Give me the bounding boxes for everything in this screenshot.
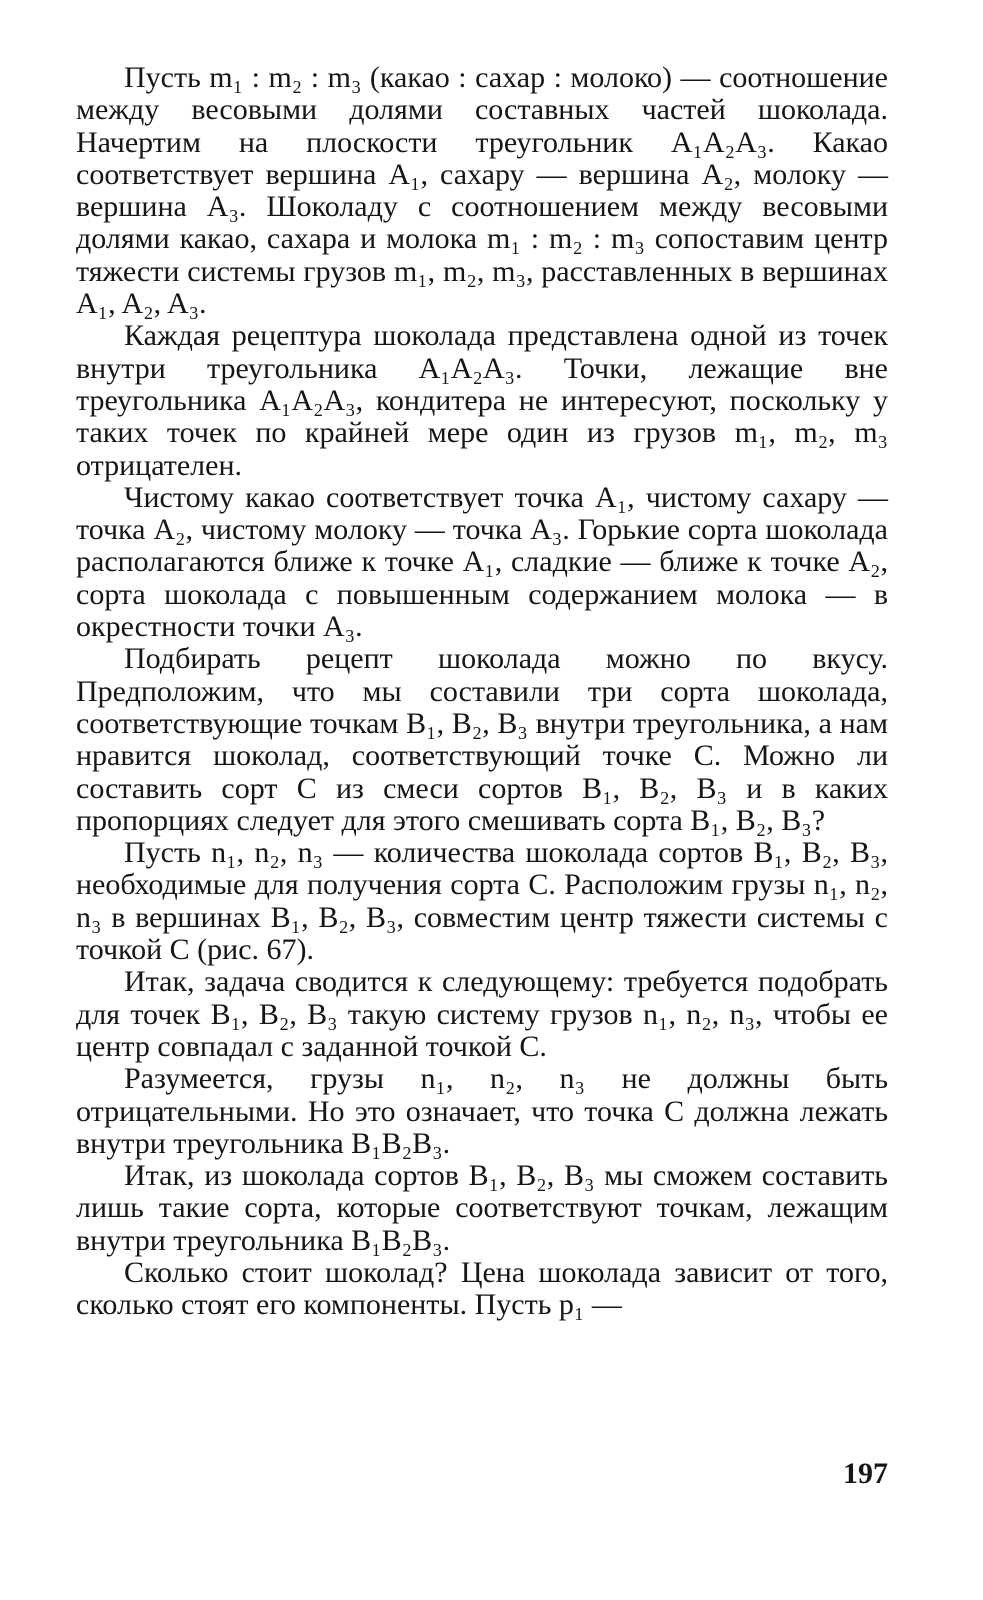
paragraph: Сколько стоит шоколад? Цена шоколада зависит от того, сколько стоят его компоненты. Пусть p₁ — bbox=[76, 1255, 888, 1322]
paragraph: Пусть m₁ : m₂ : m₃ (какао : сахар : молоко) — соотношение между весовыми долями составных частей шоколада. Начертим на плоскости треугольник A₁A₂A₃. Какао соответствует вершина A₁, сахару — вершина A₂, молоку — вершина A₃. Шоколаду с соотношением между весовыми долями какао, сахара и молока m₁ : m₂ : m₃ сопоставим центр тяжести системы грузов m₁, m₂, m₃, расставленных в вершинах A₁, A₂, A₃. bbox=[76, 61, 888, 321]
paragraph: Итак, задача сводится к следующему: требуется подобрать для точек B₁, B₂, B₃ такую систему грузов n₁, n₂, n₃, чтобы ее центр совпадал с заданной точкой C. bbox=[76, 965, 888, 1063]
page-number: 197 bbox=[843, 1457, 888, 1490]
paragraph: Чистому какао соответствует точка A₁, чистому сахару — точка A₂, чистому молоку — точка A₃. Горькие сорта шоколада располагаются ближе к точке A₁, сладкие — ближе к точке A₂, сорта шоколада с повышенным содержанием молока — в окрестности точки A₃. bbox=[76, 480, 888, 644]
paragraph: Пусть n₁, n₂, n₃ — количества шоколада сортов B₁, B₂, B₃, необходимые для получения сорта C. Расположим грузы n₁, n₂, n₃ в вершинах B₁, B₂, B₃, совместим центр тяжести системы с точкой C (рис. 67). bbox=[76, 836, 888, 967]
paragraph: Итак, из шоколада сортов B₁, B₂, B₃ мы сможем составить лишь такие сорта, которые соответствуют точкам, лежащим внутри треугольника B₁B₂B₃. bbox=[76, 1159, 888, 1257]
page-text bbox=[76, 62, 888, 1322]
paragraph: Разумеется, грузы n₁, n₂, n₃ не должны быть отрицательными. Но это означает, что точка C должна лежать внутри треугольника B₁B₂B₃. bbox=[76, 1062, 888, 1160]
paragraph: Каждая рецептура шоколада представлена одной из точек внутри треугольника A₁A₂A₃. Точки, лежащие вне треугольника A₁A₂A₃, кондитера не интересуют, поскольку у таких точек по крайней мере один из грузов m₁, m₂, m₃ отрицателен. bbox=[76, 319, 888, 482]
paragraph: Подбирать рецепт шоколада можно по вкусу. Предположим, что мы составили три сорта шоколада, соответствующие точкам B₁, B₂, B₃ внутри треугольника, а нам нравится шоколад, соответствующий точке C. Можно ли составить сорт C из смеси сортов B₁, B₂, B₃ и в каких пропорциях следует для этого смешивать сорта B₁, B₂, B₃? bbox=[76, 642, 888, 837]
